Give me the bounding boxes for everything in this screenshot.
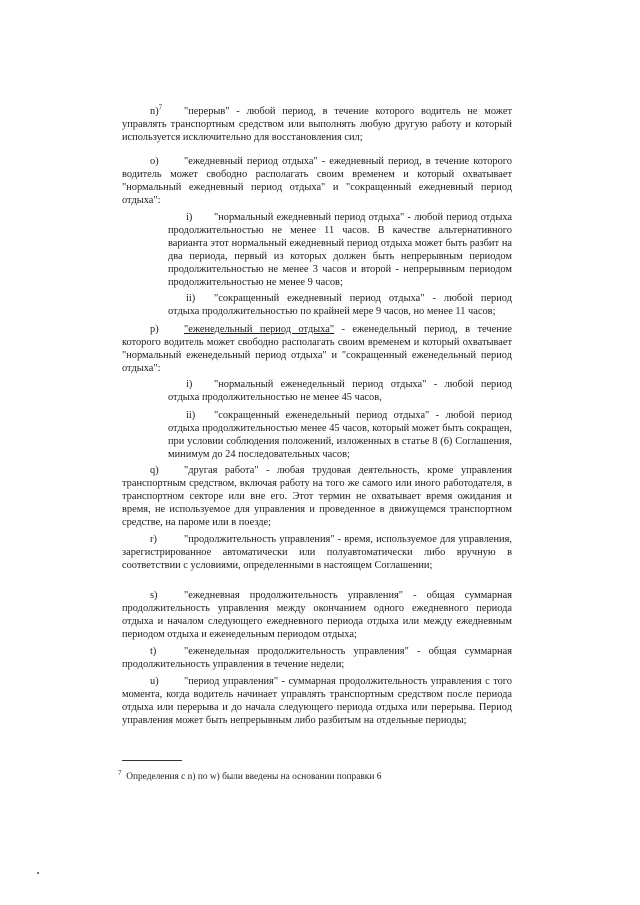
definition-label: s) bbox=[150, 590, 158, 601]
definition-label: t) bbox=[150, 646, 157, 657]
definition-label: n) bbox=[150, 106, 159, 117]
footnote bbox=[118, 768, 498, 783]
definition-text: "период управления" - суммарная продолжительность управления с того момента, когда водитель начинает управлять транспортным средством после периода отдыха или перерыва и до начала следующего периода отдыха или перерыва. Период управления может быть непрерывным либо разбитым на отдельные периоды; bbox=[122, 676, 512, 726]
footnote-marker: 7 bbox=[118, 768, 122, 777]
definition-text: "нормальный еженедельный период отдыха" - любой период отдыха продолжительностью не менее 45 часов, bbox=[168, 379, 512, 403]
definition-p bbox=[122, 323, 512, 375]
definition-text: "сокращенный еженедельный период отдыха" - любой период отдыха продолжительностью менее 45 часов, который может быть сокращен, при условии соблюдения положений, изложенных в статье 8 (6) Соглашения, минимум до 24 последовательных часов; bbox=[168, 410, 512, 460]
definition-label: u) bbox=[150, 676, 159, 687]
definition-text: "еженедельная продолжительность управления" - общая суммарная продолжительность управления в течение недели; bbox=[122, 646, 512, 670]
definition-p-ii bbox=[168, 409, 512, 461]
definition-n bbox=[122, 105, 512, 144]
definition-label: p) bbox=[150, 324, 159, 335]
definition-label: ii) bbox=[186, 410, 196, 421]
definition-q bbox=[122, 464, 512, 529]
definition-o-i bbox=[168, 211, 512, 289]
definition-text: "ежедневная продолжительность управления" - общая суммарная продолжительность управления между окончанием одного ежедневного периода отдыха и началом следующего ежедневного периода отдыха или между ежедневным периодом отдыха и еженедельным периодом отдыха; bbox=[122, 590, 512, 640]
scan-speck bbox=[37, 872, 39, 874]
footnote-text: Определения с n) по w) были введены на основании поправки 6 bbox=[126, 772, 382, 782]
definition-o bbox=[122, 155, 512, 207]
definition-text: - еженедельный период, в течение которого водитель может свободно располагать своим временем и который охватывает "нормальный еженедельный период отдыха" и "сокращенный еженедельный период отдыха": bbox=[122, 324, 512, 374]
definition-p-i bbox=[168, 378, 512, 404]
definition-label: i) bbox=[186, 379, 193, 390]
definition-r bbox=[122, 533, 512, 572]
definition-label: r) bbox=[150, 534, 157, 545]
definition-text: "другая работа" - любая трудовая деятельность, кроме управления транспортным средством, включая работу на того же самого или иного работодателя, в транспортном секторе или вне его. Этот термин не охватывает время ожидания и время, не используемое для управления и проведенное в движущемся транспортном средстве, на пароме или в поезде; bbox=[122, 465, 512, 528]
definition-text: "нормальный ежедневный период отдыха" - любой период отдыха продолжительностью не менее 11 часов. В качестве альтернативного варианта этот нормальный ежедневный период отдыха может быть разбит на два периода, первый из которых должен быть непрерывным периодом продолжительностью не менее 3 часов и второй - непрерывным периодом продолжительностью не менее 9 часов; bbox=[168, 212, 512, 288]
footnote-ref: 7 bbox=[158, 103, 163, 112]
definition-text: "ежедневный период отдыха" - ежедневный период, в течение которого водитель может свободно располагать своим временем и который охватывает "нормальный ежедневный период отдыха" и "сокращенный ежедневный период отдыха": bbox=[122, 156, 512, 206]
definition-o-ii bbox=[168, 292, 512, 318]
definition-text: "перерыв" - любой период, в течение которого водитель не может управлять транспортным средством или выполнять любую другую работу и который используется исключительно для восстановления сил; bbox=[122, 106, 512, 143]
definition-u bbox=[122, 675, 512, 727]
footnote-divider bbox=[122, 760, 182, 761]
definition-text: "продолжительность управления" - время, используемое для управления, зарегистрированное автоматически или полуавтоматически либо вручную в соответствии с условиями, определенными в настоящем Соглашении; bbox=[122, 534, 512, 571]
definition-label: ii) bbox=[186, 293, 196, 304]
defined-term: "еженедельный период отдыха" bbox=[184, 324, 335, 335]
definition-label: i) bbox=[186, 212, 193, 223]
definition-label: o) bbox=[150, 156, 159, 167]
definition-text: "сокращенный ежедневный период отдыха" - любой период отдыха продолжительностью по крайней мере 9 часов, но менее 11 часов; bbox=[168, 293, 512, 317]
definition-label: q) bbox=[150, 465, 159, 476]
definition-t bbox=[122, 645, 512, 671]
definition-s bbox=[122, 589, 512, 641]
